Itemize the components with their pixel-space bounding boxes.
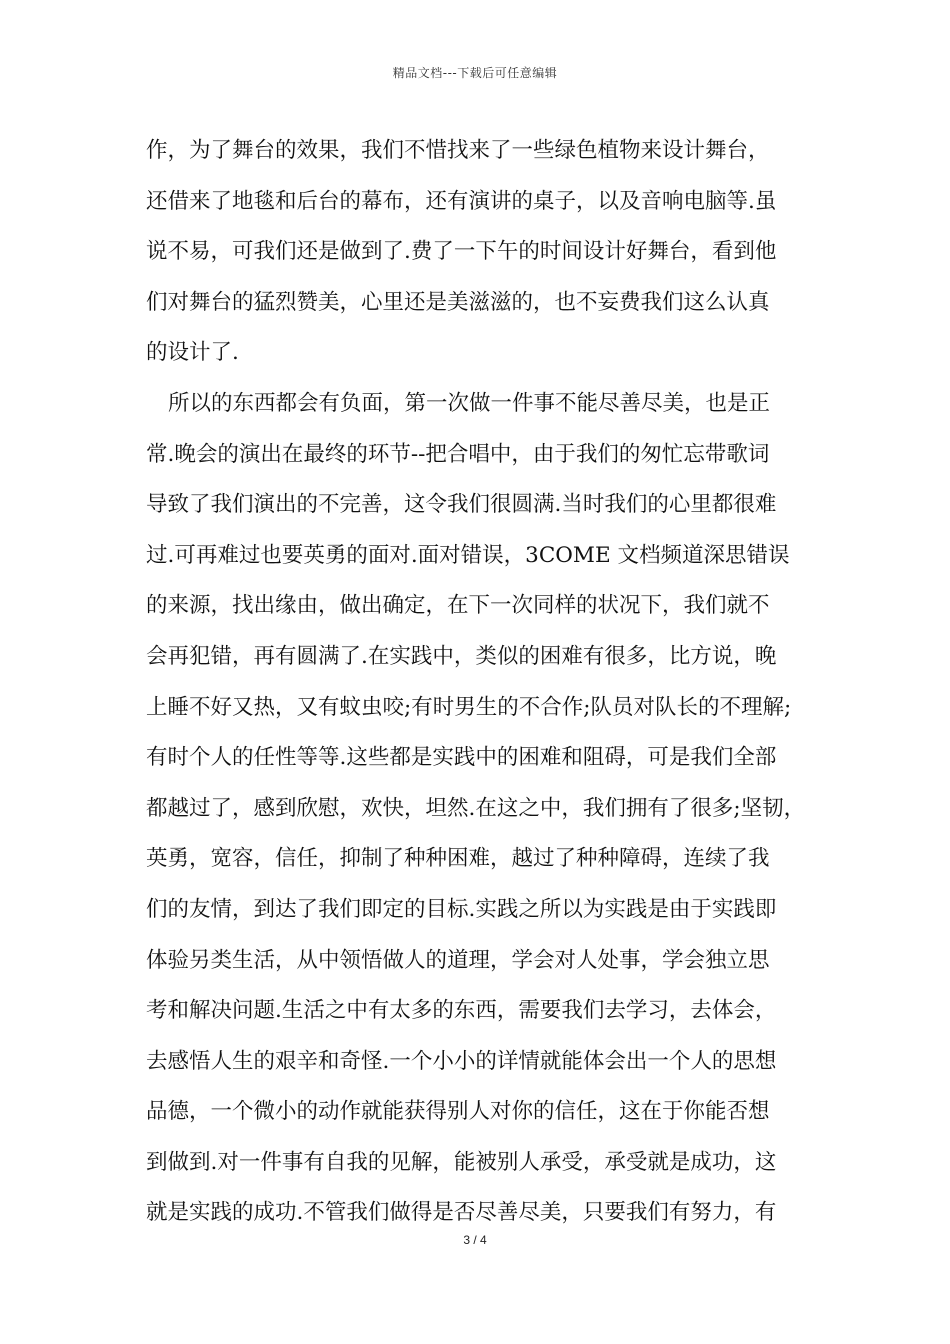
text-line: 就是实践的成功.不管我们做得是否尽善尽美，只要我们有努力，有 <box>146 1200 777 1226</box>
text-line: 作，为了舞台的效果，我们不惜找来了一些绿色植物来设计舞台， <box>146 138 770 163</box>
text-line: 上睡不好又热，又有蚊虫咬;有时男生的不合作;队员对队长的不理解; <box>146 694 792 720</box>
text-line: 说不易，可我们还是做到了.费了一下午的时间设计好舞台，看到他 <box>146 239 777 265</box>
text-line: 导致了我们演出的不完善，这令我们很圆满.当时我们的心里都很难 <box>146 492 777 518</box>
paragraph-start-line: 所以的东西都会有负面，第一次做一件事不能尽善尽美，也是正 <box>168 390 771 416</box>
text-line: 们对舞台的猛烈赞美，心里还是美滋滋的，也不妄费我们这么认真 <box>146 289 770 315</box>
text-line: 常.晚会的演出在最终的环节--把合唱中，由于我们的匆忙忘带歌词 <box>146 441 770 467</box>
text-line: 英勇，宽容，信任，抑制了种种困难，越过了种种障碍，连续了我 <box>146 846 770 872</box>
text-line: 考和解决问题.生活之中有太多的东西，需要我们去学习，去体会， <box>146 998 777 1024</box>
text-line: 去感悟人生的艰辛和奇怪.一个小小的详情就能体会出一个人的思想 <box>146 1048 777 1074</box>
document-body <box>146 126 810 1239</box>
text-line: 会再犯错，再有圆满了.在实践中，类似的困难有很多，比方说，晚 <box>146 643 777 669</box>
text-line: 体验另类生活，从中领悟做人的道理，学会对人处事，学会独立思 <box>146 947 770 973</box>
text-line: 们的友情，到达了我们即定的目标.实践之所以为实践是由于实践即 <box>146 896 777 922</box>
text-line: 的设计了. <box>146 340 239 366</box>
page-number: 3 / 4 <box>463 1233 487 1247</box>
text-line: 到做到.对一件事有自我的见解，能被别人承受，承受就是成功，这 <box>146 1149 777 1175</box>
text-line: 过.可再难过也要英勇的面对.面对错误，3COME 文档频道深思错误 <box>146 542 790 568</box>
text-line: 有时个人的任性等等.这些都是实践中的困难和阻碍，可是我们全部 <box>146 745 777 771</box>
text-line: 都越过了，感到欣慰，欢快，坦然.在这之中，我们拥有了很多;坚韧， <box>146 795 806 821</box>
page-header: 精品文档---下载后可任意编辑 <box>392 66 558 80</box>
text-line: 品德，一个微小的动作就能获得别人对你的信任，这在于你能否想 <box>146 1099 770 1125</box>
text-line: 还借来了地毯和后台的幕布，还有演讲的桌子，以及音响电脑等.虽 <box>146 188 777 214</box>
text-line: 的来源，找出缘由，做出确定，在下一次同样的状况下，我们就不 <box>146 593 770 619</box>
